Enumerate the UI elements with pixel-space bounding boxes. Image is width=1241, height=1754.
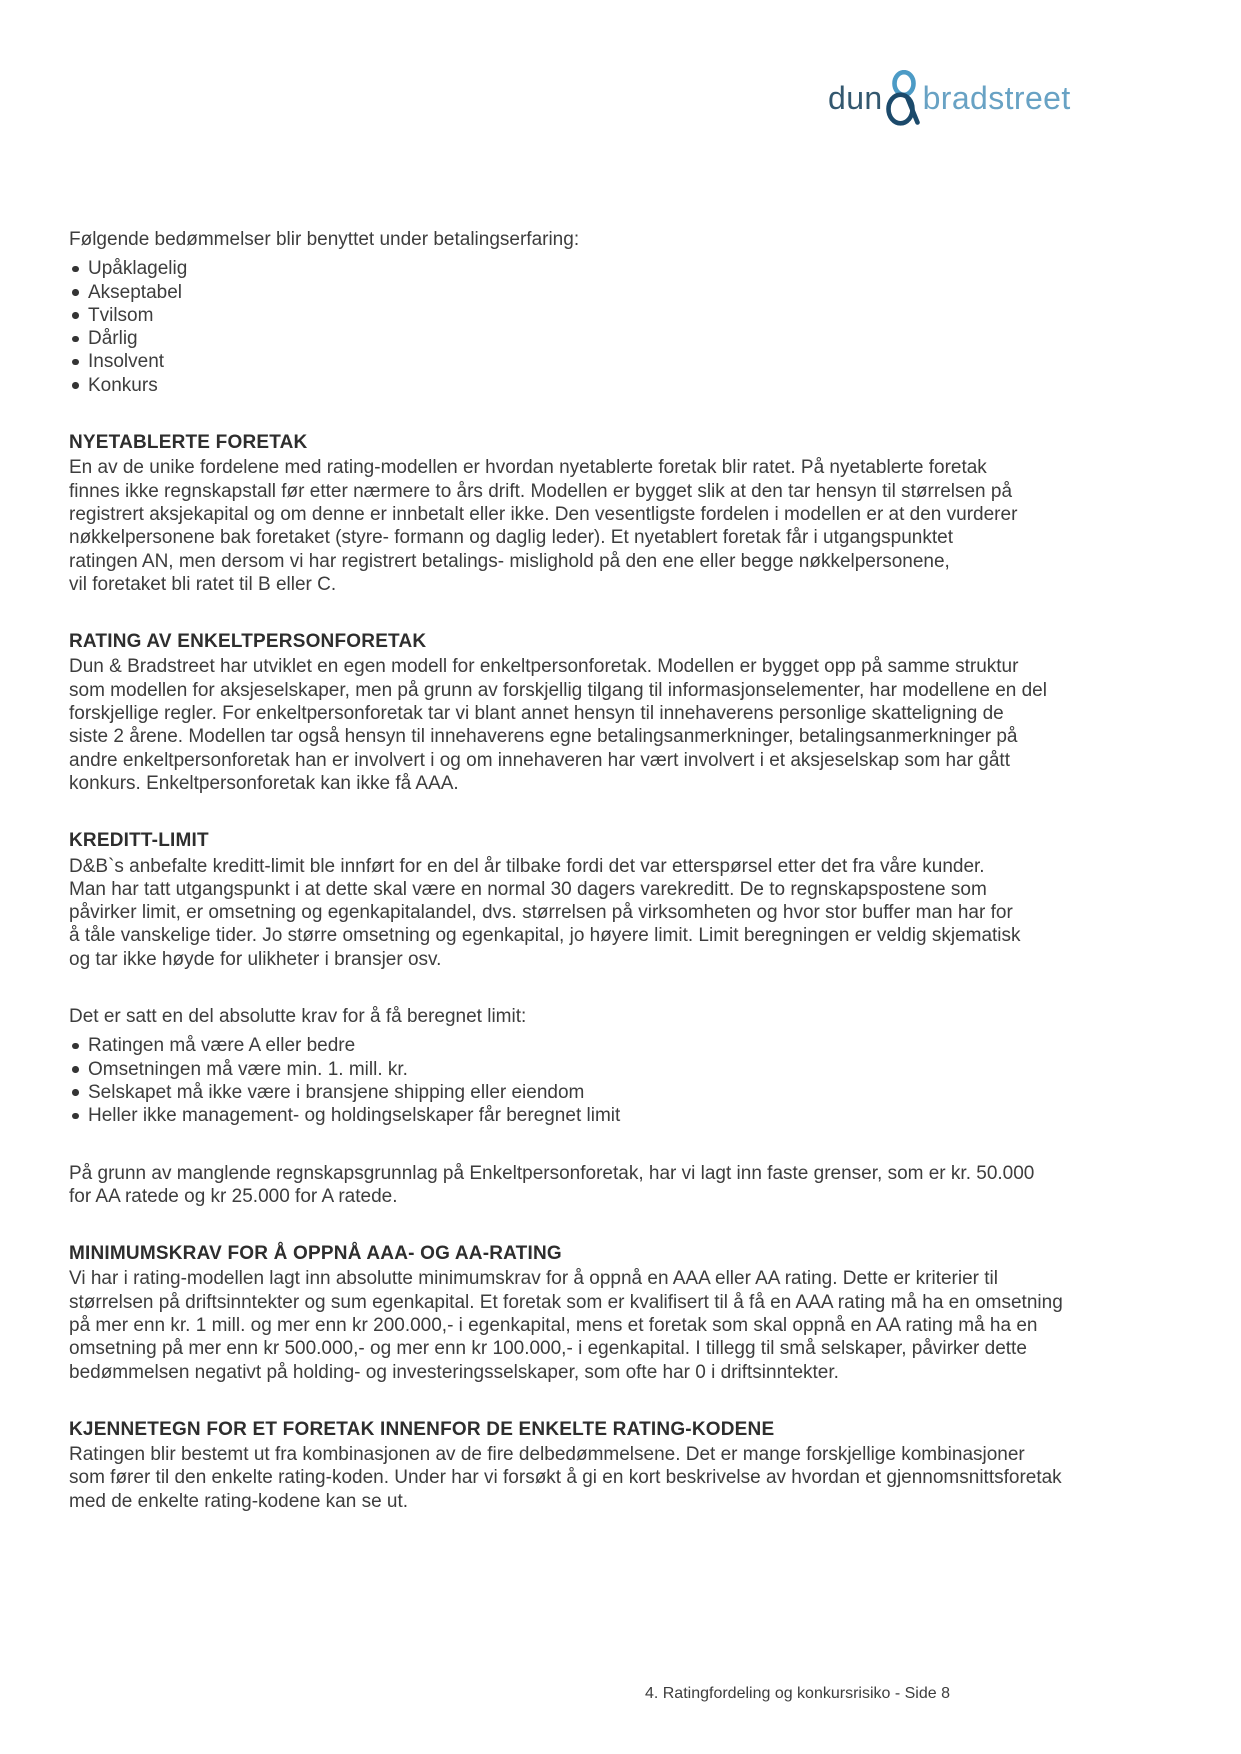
text-line: konkurs. Enkeltpersonforetak kan ikke få AAA. <box>69 772 459 794</box>
text-line: Ratingen blir bestemt ut fra kombinasjonen av de fire delbedømmelsene. Det er mange forskjellige kombinasjoner <box>69 1444 1025 1466</box>
section-minimumskrav <box>69 1242 1189 1384</box>
section-heading: RATING AV ENKELTPERSONFORETAK <box>69 631 427 653</box>
section-heading: MINIMUMSKRAV FOR Å OPPNÅ AAA- OG AA-RATING <box>69 1243 562 1265</box>
limit-requirements-list <box>69 1034 1189 1127</box>
text-line: forskjellige regler. For enkeltpersonforetak tar vi blant annet hensyn til innehaverens personlige skatteligning de <box>69 703 1004 725</box>
text-line: som modellen for aksjeselskaper, men på grunn av forskjellig tilgang til informasjonselementer, har modellene en del <box>69 679 1047 701</box>
list-item: Tvilsom <box>69 304 1189 327</box>
text-line: som fører til den enkelte rating-koden. Under har vi forsøkt å gi en kort beskrivelse av hvordan et gjennomsnittsforetak <box>69 1467 1062 1489</box>
list-item: Akseptabel <box>69 281 1189 304</box>
section-paragraph <box>69 456 1189 596</box>
list-item: Konkurs <box>69 374 1189 397</box>
section-nyetablerte-foretak <box>69 431 1189 596</box>
section-paragraph <box>69 1443 1189 1513</box>
text-line: andre enkeltpersonforetak han er involvert i og om innehaveren har vært involvert i et aksjeselskap som har gått <box>69 749 1010 771</box>
section-kjennetegn <box>69 1418 1189 1513</box>
text-line: En av de unike fordelene med rating-modellen er hvordan nyetablerte foretak blir ratet. På nyetablerte foretak <box>69 457 987 479</box>
list-item: Omsetningen må være min. 1. mill. kr. <box>69 1058 1189 1081</box>
list-item: Dårlig <box>69 327 1189 350</box>
text-line: påvirker limit, er omsetning og egenkapitalandel, dvs. størrelsen på virksomheten og hvor stor buffer man har for <box>69 902 1013 924</box>
section-heading: KREDITT-LIMIT <box>69 830 209 852</box>
limit-requirements-lead: Det er satt en del absolutte krav for å få beregnet limit: <box>69 1006 527 1028</box>
section-kreditt-limit <box>69 829 1189 971</box>
text-line: Man har tatt utgangspunkt i at dette skal være en normal 30 dagers varekreditt. De to regnskapspostene som <box>69 878 987 900</box>
text-line: På grunn av manglende regnskapsgrunnlag på Enkeltpersonforetak, har vi lagt inn faste grenser, som er kr. 50.000 <box>69 1162 1035 1184</box>
text-line: finnes ikke regnskapstall før etter nærmere to års drift. Modellen er bygget slik at den tar hensyn til størrelsen på <box>69 480 1013 502</box>
list-item: Heller ikke management- og holdingselskaper får beregnet limit <box>69 1104 1189 1127</box>
text-line: på mer enn kr. 1 mill. og mer enn kr 200.000,- i egenkapital, mens et foretak som skal oppnå en AA rating må ha en <box>69 1314 1038 1336</box>
text-line: Dun & Bradstreet har utviklet en egen modell for enkeltpersonforetak. Modellen er bygget opp på samme struktur <box>69 656 1019 678</box>
text-line: nøkkelpersonene bak foretaket (styre- formann og daglig leder). Et nyetablert foretak får i utgangspunktet <box>69 527 953 549</box>
fixed-limits-paragraph <box>69 1162 1189 1209</box>
text-line: siste 2 årene. Modellen tar også hensyn til innehaverens egne betalingsanmerkninger, betalingsanmerkninger på <box>69 726 1018 748</box>
text-line: omsetning på mer enn kr 500.000,- og mer enn kr 100.000,- i egenkapital. I tillegg til små selskaper, påvirker dette <box>69 1338 1027 1360</box>
section-heading: NYETABLERTE FORETAK <box>69 432 308 454</box>
section-paragraph <box>69 1267 1189 1383</box>
logo-word-dun: dun <box>828 80 883 116</box>
logo-word-bradstreet: bradstreet <box>922 80 1071 116</box>
list-item: Upåklagelig <box>69 257 1189 280</box>
text-line: og tar ikke høyde for ulikheter i bransjer osv. <box>69 948 442 970</box>
payment-assessment-list <box>69 257 1189 397</box>
document-body <box>69 0 1189 1513</box>
section-heading: KJENNETEGN FOR ET FORETAK INNENFOR DE ENKELTE RATING-KODENE <box>69 1418 775 1440</box>
page-footer: 4. Ratingfordeling og konkursrisiko - Side 8 <box>644 1685 950 1702</box>
text-line: bedømmelsen negativt på holding- og investeringsselskaper, som ofte har 0 i driftsinntekter. <box>69 1361 839 1383</box>
section-paragraph <box>69 855 1189 971</box>
section-rating-enkeltpersonforetak <box>69 630 1189 795</box>
text-line: med de enkelte rating-kodene kan se ut. <box>69 1490 409 1512</box>
text-line: vil foretaket bli ratet til B eller C. <box>69 573 337 595</box>
intro-lead: Følgende bedømmelser blir benyttet under betalingserfaring: <box>69 229 580 250</box>
text-line: ratingen AN, men dersom vi har registrert betalings- mislighold på den ene eller begge nøkkelpersonene, <box>69 550 950 572</box>
list-item: Insolvent <box>69 350 1189 373</box>
text-line: registrert aksjekapital og om denne er innbetalt eller ikke. Den vesentligste fordelen i modellen er at den vurderer <box>69 503 1018 525</box>
list-item: Ratingen må være A eller bedre <box>69 1034 1189 1057</box>
section-paragraph <box>69 655 1189 795</box>
list-item: Selskapet må ikke være i bransjene shipping eller eiendom <box>69 1081 1189 1104</box>
text-line: for AA ratede og kr 25.000 for A ratede. <box>69 1185 398 1207</box>
text-line: å tåle vanskelige tider. Jo større omsetning og egenkapital, jo høyere limit. Limit beregningen er veldig skjematisk <box>69 925 1021 947</box>
text-line: D&B`s anbefalte kreditt-limit ble innført for en del år tilbake fordi det var etterspørsel etter det fra våre kunder. <box>69 855 985 877</box>
text-line: Vi har i rating-modellen lagt inn absolutte minimumskrav for å oppnå en AAA eller AA rating. Dette er kriterier til <box>69 1268 998 1290</box>
text-line: størrelsen på driftsinntekter og sum egenkapital. Et foretak som er kvalifisert til å få en AAA rating må ha en omsetning <box>69 1291 1063 1313</box>
